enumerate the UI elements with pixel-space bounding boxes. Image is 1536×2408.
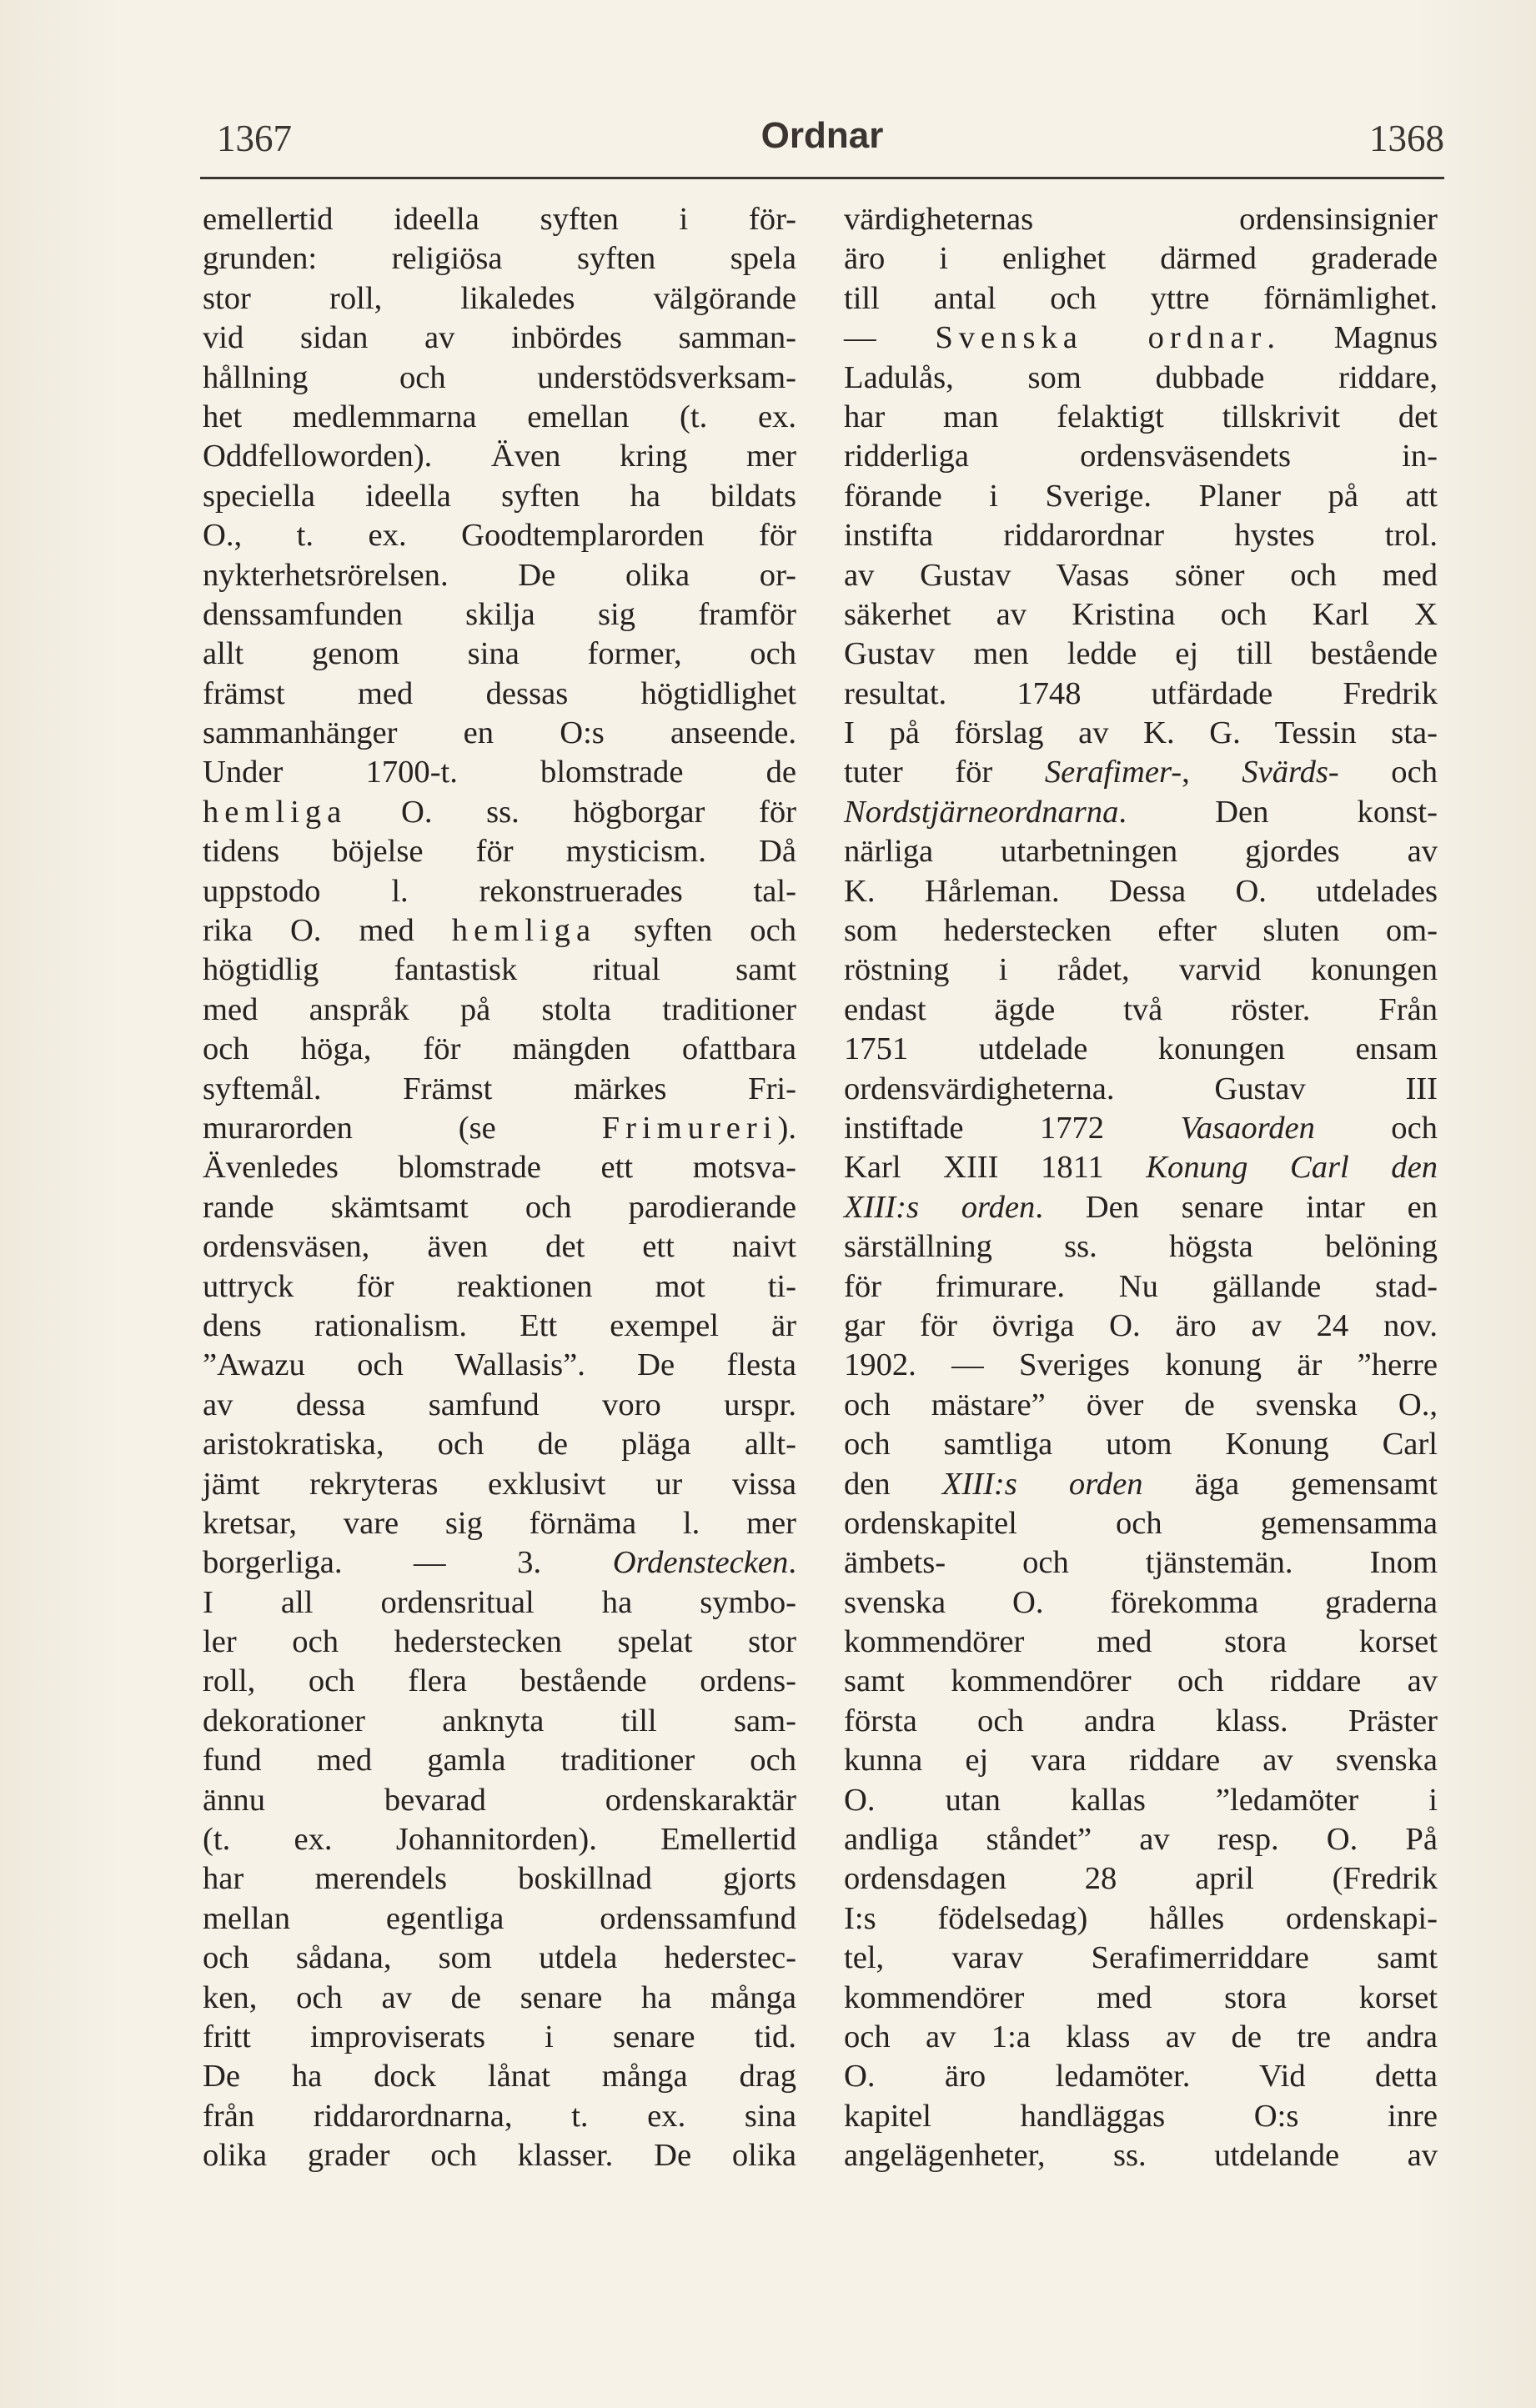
text-line: angelägenheter, ss. utdelande av [844, 2138, 1438, 2174]
text-line: ordensväsen, även det ett naivt [203, 1229, 796, 1265]
text-line: grunden: religiösa syften spela [203, 241, 796, 277]
text-line: aristokratiska, och de pläga allt- [203, 1427, 796, 1462]
text-line: dens rationalism. Ett exempel är [203, 1307, 796, 1343]
text-line: nykterhetsrörelsen. De olika or- [203, 557, 796, 593]
text-line: samt kommendörer och riddare av [844, 1663, 1438, 1699]
text-line: het medlemmarna emellan (t. ex. [203, 399, 796, 434]
text-line: emellertid ideella syften i för- [203, 202, 796, 237]
text-line: borgerliga. — 3. Ordenstecken. [203, 1545, 796, 1581]
text-line: 1902. — Sveriges konung är ”herre [844, 1347, 1438, 1383]
text-line: syftemål. Främst märkes Fri- [203, 1071, 796, 1106]
text-line: I:s födelsedag) hålles ordenskapi- [844, 1900, 1438, 1936]
text-line: kommendörer med stora korset [844, 1624, 1438, 1660]
text-line: stor roll, likaledes välgörande [203, 280, 796, 316]
text-line: XIII:s orden. Den senare intar en [844, 1189, 1438, 1225]
text-line: Karl XIII 1811 Konung Carl den [844, 1150, 1438, 1186]
text-line: mellan egentliga ordenssamfund [203, 1900, 796, 1936]
text-line: endast ägde två röster. Från [844, 991, 1438, 1027]
text-line: rika O. med hemliga syften och [203, 913, 796, 949]
running-title: Ordnar [760, 115, 884, 156]
text-line: äro i enlighet därmed graderade [844, 241, 1438, 277]
text-line: O. äro ledamöter. Vid detta [844, 2059, 1438, 2094]
text-line: fritt improviserats i senare tid. [203, 2019, 796, 2054]
text-line: och av 1:a klass av de tre andra [844, 2019, 1438, 2054]
text-line: tidens böjelse för mysticism. Då [203, 834, 796, 870]
left-page-number: 1367 [217, 118, 292, 159]
text-line: fund med gamla traditioner och [203, 1743, 796, 1778]
text-line: murarorden (se Frimureri). [203, 1110, 796, 1146]
text-line: och sådana, som utdela hederstec- [203, 1940, 796, 1976]
text-line: Nordstjärneordnarna. Den konst- [844, 794, 1438, 830]
text-line: har merendels boskillnad gjorts [203, 1861, 796, 1897]
text-line: kommendörer med stora korset [844, 1979, 1438, 2015]
text-line: O. utan kallas ”ledamöter i [844, 1782, 1438, 1818]
text-line: K. Hårleman. Dessa O. utdelades [844, 873, 1438, 909]
text-line: ”Awazu och Wallasis”. De flesta [203, 1347, 796, 1383]
text-line: 1751 utdelade konungen ensam [844, 1031, 1438, 1067]
text-line: och samtliga utom Konung Carl [844, 1427, 1438, 1462]
text-line: högtidlig fantastisk ritual samt [203, 952, 796, 988]
text-line: resultat. 1748 utfärdade Fredrik [844, 675, 1438, 711]
text-line: jämt rekryteras exklusivt ur vissa [203, 1466, 796, 1502]
text-line: kretsar, vare sig förnäma l. mer [203, 1505, 796, 1541]
text-line: och mästare” över de svenska O., [844, 1387, 1438, 1422]
text-line: ken, och av de senare ha många [203, 1979, 796, 2015]
text-line: kapitel handläggas O:s inre [844, 2098, 1438, 2134]
text-line: uppstodo l. rekonstruerades tal- [203, 873, 796, 909]
text-line: av Gustav Vasas söner och med [844, 557, 1438, 593]
text-line: ämbets- och tjänstemän. Inom [844, 1545, 1438, 1581]
text-line: av dessa samfund voro urspr. [203, 1387, 796, 1422]
header-rule [200, 177, 1444, 179]
text-line: med anspråk på stolta traditioner [203, 991, 796, 1027]
text-line: rande skämtsamt och parodierande [203, 1189, 796, 1225]
text-line: hemliga O. ss. högborgar för [203, 794, 796, 830]
text-line: sammanhänger en O:s anseende. [203, 715, 796, 751]
text-line: roll, och flera bestående ordens- [203, 1663, 796, 1699]
text-line: I på förslag av K. G. Tessin sta- [844, 715, 1438, 751]
left-column [203, 200, 796, 2176]
text-line: ordenskapitel och gemensamma [844, 1505, 1438, 1541]
text-line: värdigheternas ordensinsignier [844, 202, 1438, 237]
text-line: säkerhet av Kristina och Karl X [844, 596, 1438, 632]
text-line: och höga, för mängden ofattbara [203, 1031, 796, 1067]
text-line: den XIII:s orden äga gemensamt [844, 1466, 1438, 1502]
text-line: ordensdagen 28 april (Fredrik [844, 1861, 1438, 1897]
text-line: vid sidan av inbördes samman- [203, 320, 796, 356]
text-line: Oddfelloworden). Även kring mer [203, 439, 796, 474]
text-line: Under 1700-t. blomstrade de [203, 755, 796, 790]
text-line: Ladulås, som dubbade riddare, [844, 359, 1438, 395]
text-line: O., t. ex. Goodtemplarorden för [203, 518, 796, 554]
text-line: till antal och yttre förnämlighet. [844, 280, 1438, 316]
text-line: — Svenska ordnar. Magnus [844, 320, 1438, 356]
text-line: gar för övriga O. äro av 24 nov. [844, 1307, 1438, 1343]
text-line: som hederstecken efter sluten om- [844, 913, 1438, 949]
text-line: främst med dessas högtidlighet [203, 675, 796, 711]
text-line: olika grader och klasser. De olika [203, 2138, 796, 2174]
text-line: De ha dock lånat många drag [203, 2059, 796, 2094]
text-line: ridderliga ordensväsendets in- [844, 439, 1438, 474]
text-line: tuter för Serafimer-, Svärds- och [844, 755, 1438, 790]
text-line: kunna ej vara riddare av svenska [844, 1743, 1438, 1778]
text-line: I all ordensritual ha symbo- [203, 1584, 796, 1620]
text-line: instiftade 1772 Vasaorden och [844, 1110, 1438, 1146]
text-line: från riddarordnarna, t. ex. sina [203, 2098, 796, 2134]
text-line: tel, varav Serafimerriddare samt [844, 1940, 1438, 1976]
right-page-number: 1368 [1369, 118, 1444, 159]
text-line: Gustav men ledde ej till bestående [844, 636, 1438, 672]
page-header [200, 110, 1444, 168]
text-line: ordensvärdigheterna. Gustav III [844, 1071, 1438, 1106]
text-line: ler och hederstecken spelat stor [203, 1624, 796, 1660]
text-line: denssamfunden skilja sig framför [203, 596, 796, 632]
text-line: har man felaktigt tillskrivit det [844, 399, 1438, 434]
text-line: speciella ideella syften ha bildats [203, 478, 796, 514]
text-line: särställning ss. högsta belöning [844, 1229, 1438, 1265]
text-line: hållning och understödsverksam- [203, 359, 796, 395]
text-line: svenska O. förekomma graderna [844, 1584, 1438, 1620]
text-line: för frimurare. Nu gällande stad- [844, 1268, 1438, 1304]
text-line: första och andra klass. Präster [844, 1703, 1438, 1738]
text-line: dekorationer anknyta till sam- [203, 1703, 796, 1738]
text-line: förande i Sverige. Planer på att [844, 478, 1438, 514]
text-line: röstning i rådet, varvid konungen [844, 952, 1438, 988]
text-line: andliga ståndet” av resp. O. På [844, 1822, 1438, 1858]
text-line: Ävenledes blomstrade ett motsva- [203, 1150, 796, 1186]
text-line: uttryck för reaktionen mot ti- [203, 1268, 796, 1304]
text-line: närliga utarbetningen gjordes av [844, 834, 1438, 870]
text-line: ännu bevarad ordenskaraktär [203, 1782, 796, 1818]
text-line: instifta riddarordnar hystes trol. [844, 518, 1438, 554]
right-column [844, 200, 1438, 2176]
text-line: (t. ex. Johannitorden). Emellertid [203, 1822, 796, 1858]
text-line: allt genom sina former, och [203, 636, 796, 672]
